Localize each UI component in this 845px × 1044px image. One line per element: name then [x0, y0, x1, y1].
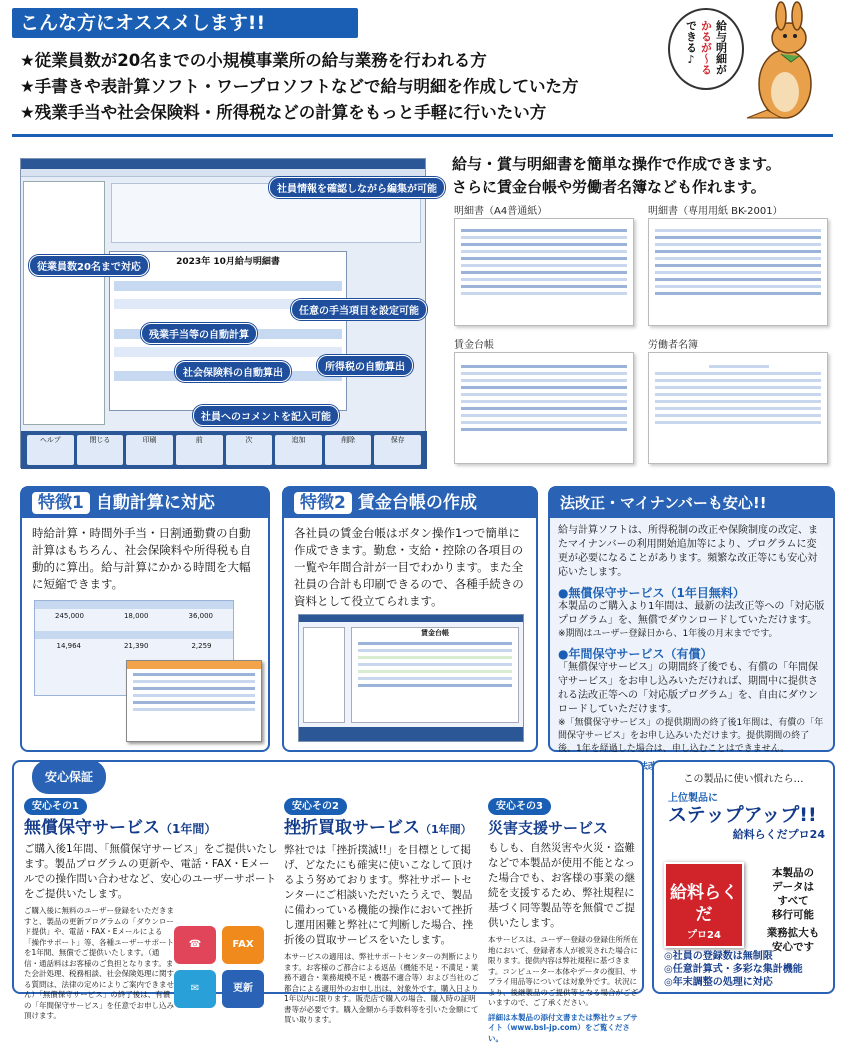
- app-screenshot: [20, 158, 426, 468]
- payslip-title: 2023年 10月給与明細書: [110, 254, 346, 267]
- product-package: [664, 862, 744, 948]
- package-name: 給料らくだ: [666, 882, 742, 926]
- list-item: ★残業手当や社会保険料・所得税などの計算をもっと手軽に行いたい方: [20, 100, 660, 126]
- toolbar-button[interactable]: 閉じる: [77, 435, 124, 465]
- ledger-window-title: 賃金台帳: [352, 628, 518, 638]
- step-point: ◎年末調整の処理に対応: [664, 976, 803, 989]
- step-product: 給料らくだプロ24: [654, 826, 825, 842]
- law-title: 法改正・マイナンバーも安心!!: [550, 488, 833, 518]
- sample-value: 21,390: [124, 642, 149, 650]
- email-icon: ✉: [174, 970, 216, 1008]
- sample-value: 36,000: [188, 612, 213, 620]
- update-icon: 更新: [222, 970, 264, 1008]
- callout: 任意の手当項目を設定可能: [291, 299, 427, 320]
- thumb-label: 労働者名簿: [648, 336, 698, 351]
- safety-title: 無償保守サービス: [24, 818, 160, 838]
- safety-link[interactable]: 詳細は本製品の添付文書または弊社ウェブサイト（www.bsl-jp.com）をご覧ください。: [488, 1013, 638, 1044]
- safety-body: もしも、自然災害や火災・盗難などで本製品が使用不能となった場合でも、お客様の事業の継続を支援するため、弊社規程に基づく同等製品等を無償でご提供いたします。: [488, 841, 638, 931]
- payslip-form-thumbnail: [648, 218, 828, 326]
- expand-line: 安心です: [754, 940, 832, 954]
- sample-value: 245,000: [55, 612, 84, 620]
- step-lead: この製品に使い慣れたら…: [654, 770, 833, 785]
- sample-value: 18,000: [124, 612, 149, 620]
- safety-title: 災害支援サービス: [488, 817, 638, 839]
- toolbar-button[interactable]: 削除: [325, 435, 372, 465]
- intro-line: さらに賃金台帳や労働者名簿なども作れます。: [452, 176, 832, 199]
- safety-col-1: [24, 798, 278, 1022]
- free-service-title: ●無償保守サービス（1年目無料）: [558, 586, 825, 600]
- expand-line: 業務拡大も: [754, 926, 832, 940]
- recommend-list: [20, 48, 660, 126]
- law-update-panel: [548, 486, 835, 752]
- feature-auto-calc: [20, 486, 270, 752]
- step-point: ◎社員の登録数は無制限: [664, 950, 803, 963]
- thumb-label: 明細書（専用用紙 BK-2001）: [648, 202, 783, 217]
- worker-roster-thumbnail: [648, 352, 828, 464]
- sample-value: 14,964: [56, 642, 81, 650]
- safety-fine: ご購入後に無料のユーザー登録をいただきますと、製品の更新プログラムの「ダウンロード提供」や、電話・FAX・Eメールによる「操作サポート」等、各種ユーザーサポートを1年間、無償でご提供いたします。（通信・通話料はお客様のご負担となります。また会計処理、税務相談、社会保険処理に関する質問は、法律の定めによりご案内できません）「無償保守サービス」の終了後は、有償の「年間保守サービス」を任意でお申し込み頂けます。: [24, 906, 174, 1022]
- thumb-label: 賃金台帳: [454, 336, 494, 351]
- toolbar-button[interactable]: 追加: [275, 435, 322, 465]
- fax-icon: FAX: [222, 926, 264, 964]
- wage-ledger-thumbnail: [454, 352, 634, 464]
- intro-text: [452, 153, 832, 199]
- thumb-label: 明細書（A4普通紙）: [454, 202, 547, 217]
- feature-wage-ledger: [282, 486, 538, 752]
- bubble-line: 給与明細が: [715, 20, 728, 88]
- migrate-line: すべて: [754, 894, 832, 908]
- feature-tag: 特徴1: [32, 492, 90, 514]
- safety-fine: 本サービスは、ユーザー登録の登録住所所在地において、登録者本人が被災された場合に限ります。提供内容は弊社規程に基づきます。コンピューター本体やデータの復旧、サプライ用品等については対象外です。状況により、後継製品のご提供等となる場合がございますので、ご了承ください。: [488, 935, 638, 1009]
- migrate-line: データは: [754, 880, 832, 894]
- toolbar-button[interactable]: ヘルプ: [27, 435, 74, 465]
- callout: 所得税の自動算出: [317, 355, 413, 376]
- safety-pill: 安心その2: [284, 798, 347, 815]
- toolbar-button[interactable]: 次: [226, 435, 273, 465]
- safety-title-suffix: （1年間）: [160, 822, 216, 836]
- sample-value: 2,259: [191, 642, 211, 650]
- law-intro: 給与計算ソフトは、所得税制の改正や保険制度の改定、またマイナンバーの利用開始追加等により、プログラムに変更が必要になることがあります。頻繁な改正等にも安心対応いたします。: [558, 524, 825, 580]
- callout: 社会保険料の自動算出: [175, 361, 291, 382]
- toolbar-button[interactable]: 印刷: [126, 435, 173, 465]
- free-service-body: 本製品のご購入より1年間は、最新の法改正等への「対応版プログラム」を、無償でダウンロードしていただけます。: [558, 600, 825, 628]
- divider: [12, 134, 833, 137]
- safety-title: 挫折買取サービス: [284, 818, 420, 838]
- paid-service-note: ※「無償保守サービス」の提供期間の終了後1年間は、有償の「年間保守サービス」をお申し込みいただけます。提供期間の終了後、1年を経過した場合は、申し込むことはできません。: [558, 717, 825, 756]
- safety-body: 弊社では「挫折撲滅!!」を目標として掲げ、どなたにも確実に使いこなして頂けるよう努めております。弊社サポートセンターにご相談いただいたうえで、製品に備わっている機能の操作において挫折し運用困難と弊社にて判断した場合、挫折後の買取サービスをいたします。: [284, 843, 480, 948]
- step-upper: 上位製品に: [668, 789, 833, 804]
- bubble-line: かるが～る: [700, 20, 713, 88]
- section-title: こんな方にオススメします!!: [12, 8, 358, 38]
- feature-title: 賃金台帳の作成: [358, 493, 477, 513]
- callout: 残業手当等の自動計算: [141, 323, 257, 344]
- callout: 従業員数20名まで対応: [29, 255, 149, 276]
- feature-body: 時給計算・時間外手当・日割通勤費の自動計算はもちろん、社会保険料や所得税も自動的に算出。給与計算にかかる時間を大幅に短縮できます。: [22, 518, 268, 600]
- bubble-line: できる♪: [685, 20, 698, 88]
- list-item: ★従業員数が20名までの小規模事業所の給与業務を行われる方: [20, 48, 660, 74]
- list-item: ★手書きや表計算ソフト・ワープロソフトなどで給与明細を作成していた方: [20, 74, 660, 100]
- safety-guarantee-panel: [12, 760, 644, 994]
- safety-pill: 安心その1: [24, 798, 87, 815]
- toolbar-button[interactable]: 保存: [374, 435, 421, 465]
- migrate-line: 本製品の: [754, 866, 832, 880]
- phone-icon: ☎: [174, 926, 216, 964]
- callout: 社員へのコメントを記入可能: [193, 405, 339, 426]
- safety-fine: 本サービスの適用は、弊社サポートセンターの判断によります。お客様のご都合による返品（機能不足・不満足・業務不適合・業務規模不足・機器不適合等）および当社のご都合による適用外のお申し出は、対象外です。購入日より1年以内に限ります。販売店で購入の場合、購入時の証明書等が必要です。購入金額から手数料等を引いた金額にて買い取ります。: [284, 952, 480, 1026]
- step-up-panel: [652, 760, 835, 994]
- feature-title: 自動計算に対応: [96, 493, 215, 513]
- safety-badge: 安心保証: [32, 760, 106, 794]
- payslip-a4-thumbnail: [454, 218, 634, 326]
- safety-col-2: [284, 798, 480, 1026]
- kangaroo-mascot-icon: [665, 6, 835, 124]
- feature-tag: 特徴2: [294, 492, 352, 514]
- safety-body: ご購入後1年間、「無償保守サービス」をご提供いたします。製品プログラムの更新や、電話・FAX・Eメールでの操作問い合わせなど、安心のユーザーサポートをご提供いたします。: [24, 842, 278, 902]
- feature-body: 各社員の賃金台帳はボタン操作1つで簡単に作成できます。勤怠・支給・控除の各項目の一覧や年間合計が一目でわかります。また全社員の合計も印刷できるので、各種手続きの資料として役立てられます。: [284, 518, 536, 617]
- step-title: ステップアップ!!: [668, 804, 833, 826]
- package-sub: プロ24: [666, 926, 742, 941]
- paid-service-title: ●年間保守サービス（有償）: [558, 647, 825, 661]
- toolbar-button[interactable]: 前: [176, 435, 223, 465]
- safety-title-suffix: （1年間）: [420, 823, 472, 836]
- safety-pill: 安心その3: [488, 798, 551, 815]
- callout: 社員情報を確認しながら編集が可能: [269, 177, 445, 198]
- free-service-note: ※期間はユーザー登録日から、1年後の月末までです。: [558, 628, 825, 641]
- step-point: ◎任意計算式・多彩な集計機能: [664, 963, 803, 976]
- intro-line: 給与・賞与明細書を簡単な操作で作成できます。: [452, 153, 832, 176]
- safety-col-3: [488, 798, 638, 1044]
- migrate-line: 移行可能: [754, 908, 832, 922]
- paid-service-body: 「無償保守サービス」の期間終了後でも、有償の「年間保守サービス」をお申し込みいただければ、期間中に提供される法改正等への「対応版プログラム」を、自由にダウンロードしていただけます。: [558, 661, 825, 717]
